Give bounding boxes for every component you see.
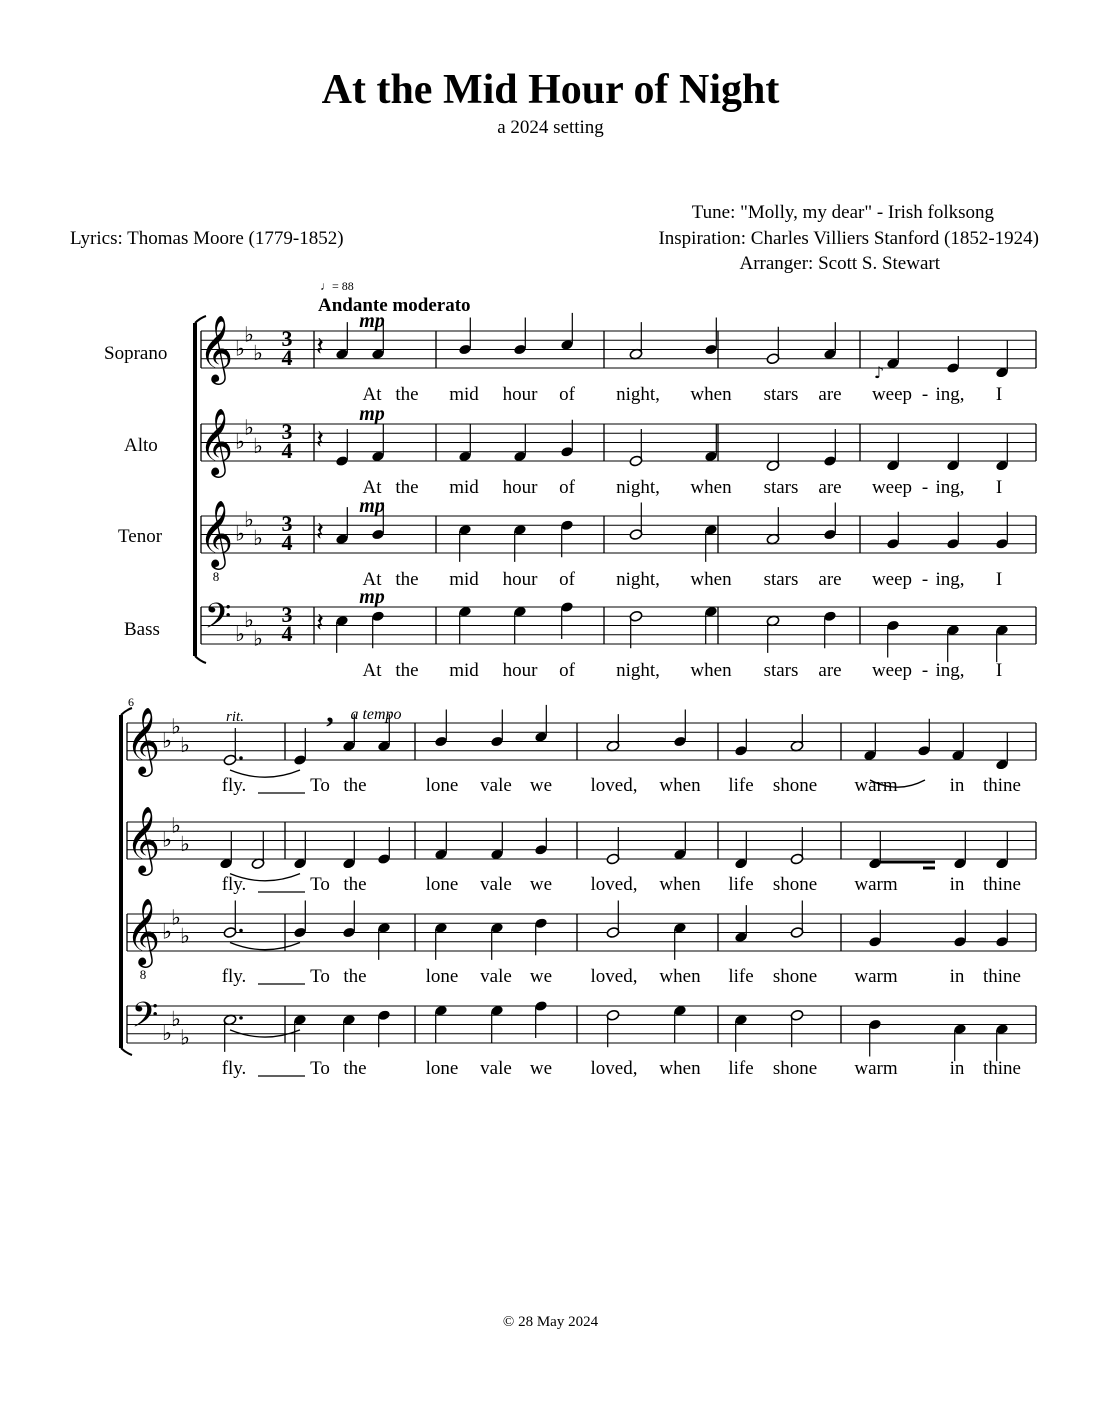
lyric-syllable: weep <box>871 384 913 405</box>
octave-mark: 8 <box>139 967 147 982</box>
flat-icon: ♭ <box>244 607 254 632</box>
lyric-syllable: weep <box>871 477 913 498</box>
note <box>995 1023 1009 1061</box>
tune-credit: Tune: "Molly, my dear" - Irish folksong <box>691 202 994 223</box>
dynamic-mp: mp <box>359 586 385 608</box>
note <box>734 905 748 943</box>
note <box>673 1005 687 1043</box>
treble-clef-icon: 𝄞 <box>125 804 161 873</box>
note <box>995 910 1009 948</box>
flat-icon: ♭ <box>253 341 263 366</box>
time-signature-bottom: 4 <box>281 438 293 464</box>
bracket-hook-bottom <box>121 1048 132 1055</box>
note <box>995 832 1009 870</box>
lyric-syllable: - <box>921 477 929 498</box>
metronome-marking: ♩= 88 <box>320 279 354 293</box>
note <box>868 832 882 870</box>
lyric-syllable: mid <box>449 569 479 590</box>
part-name-soprano: Soprano <box>104 343 168 364</box>
lyric-syllable: night, <box>616 384 660 405</box>
note <box>490 922 504 960</box>
note <box>293 832 307 870</box>
note <box>513 606 527 644</box>
note <box>434 710 448 748</box>
note <box>734 1014 748 1052</box>
lyric-syllable: I <box>995 477 1003 498</box>
time-signature-bottom: 4 <box>281 621 293 647</box>
staff <box>127 914 1036 951</box>
note <box>513 318 527 356</box>
treble-clef-icon: 𝄞 <box>125 705 161 774</box>
note <box>606 901 620 939</box>
note <box>995 341 1009 379</box>
lyric-syllable: the <box>343 874 367 895</box>
note <box>734 719 748 757</box>
note <box>629 503 643 541</box>
lyric-syllable: mid <box>449 477 479 498</box>
note <box>629 610 643 648</box>
staff <box>201 331 1036 371</box>
lyric-syllable: of <box>559 569 575 590</box>
note <box>886 512 900 550</box>
note <box>335 615 349 653</box>
note <box>766 615 780 653</box>
lyric-syllable: when <box>659 874 701 895</box>
note <box>458 606 472 644</box>
lyric-syllable: - <box>921 660 929 681</box>
lyric-syllable: when <box>659 966 701 987</box>
flat-icon: ♭ <box>244 507 254 532</box>
lyric-syllable: lone <box>425 874 459 895</box>
note <box>886 434 900 472</box>
treble-clef-icon: 𝄞 <box>198 498 234 567</box>
note <box>863 723 877 761</box>
lyric-syllable: To <box>310 874 330 895</box>
lyric-syllable: mid <box>449 384 479 405</box>
flat-icon: ♭ <box>171 1006 181 1031</box>
note <box>219 832 233 870</box>
note <box>790 714 804 752</box>
lyric-syllable: hour <box>502 477 538 498</box>
quarter-rest-icon: 𝄽 <box>316 425 324 456</box>
flat-icon: ♭ <box>171 905 181 930</box>
note <box>534 1000 548 1038</box>
lyrics-credit: Lyrics: Thomas Moore (1779-1852) <box>70 228 344 249</box>
lyric-syllable: shone <box>772 874 818 895</box>
staff <box>201 516 1036 556</box>
lyric-syllable: thine <box>983 1058 1021 1079</box>
note <box>434 822 448 860</box>
note <box>946 434 960 472</box>
staff <box>201 424 1036 464</box>
note <box>335 507 349 545</box>
lyric-syllable: fly. <box>221 874 247 895</box>
note <box>606 1009 620 1047</box>
lyric-syllable: the <box>395 569 419 590</box>
lyric-syllable: are <box>818 660 842 681</box>
lyric-syllable: are <box>818 477 842 498</box>
note <box>995 512 1009 550</box>
lyric-syllable: hour <box>502 569 538 590</box>
note <box>377 1009 391 1047</box>
lyric-syllable: life <box>728 775 754 796</box>
note <box>534 917 548 955</box>
lyric-syllable: we <box>529 874 553 895</box>
note <box>293 1014 307 1052</box>
lyric-syllable: shone <box>772 966 818 987</box>
flat-icon: ♭ <box>180 733 190 758</box>
note <box>513 424 527 462</box>
lyric-syllable: shone <box>772 775 818 796</box>
note <box>995 733 1009 771</box>
note <box>951 723 965 761</box>
lyric-syllable: fly. <box>221 775 247 796</box>
time-signature-top: 3 <box>281 601 293 627</box>
flat-icon: ♭ <box>253 434 263 459</box>
note <box>629 322 643 360</box>
flat-icon: ♭ <box>235 621 245 646</box>
note <box>790 1009 804 1047</box>
flat-icon: ♭ <box>180 924 190 949</box>
lyric-syllable: - <box>921 384 929 405</box>
bass-clef-icon: 𝄢 <box>204 595 232 645</box>
note <box>673 922 687 960</box>
note <box>335 429 349 467</box>
arranger-credit: Arranger: Scott S. Stewart <box>739 253 940 274</box>
note <box>766 507 780 545</box>
note <box>953 832 967 870</box>
lyric-syllable: we <box>529 966 553 987</box>
lyric-syllable: when <box>690 477 732 498</box>
lyric-syllable: stars <box>763 477 799 498</box>
part-name-bass: Bass <box>124 619 160 640</box>
lyric-syllable: are <box>818 569 842 590</box>
lyric-syllable: vale <box>480 1058 512 1079</box>
note <box>335 322 349 360</box>
note <box>704 424 718 462</box>
quarter-rest-icon: 𝄽 <box>316 608 324 639</box>
quarter-rest-icon: 𝄽 <box>316 332 324 363</box>
lyric-syllable: - <box>921 569 929 590</box>
lyric-syllable: mid <box>449 660 479 681</box>
lyric-syllable: I <box>995 660 1003 681</box>
lyric-syllable: we <box>529 1058 553 1079</box>
flat-icon: ♭ <box>244 415 254 440</box>
dynamic-mp: mp <box>359 403 385 425</box>
breath-mark-icon: , <box>326 696 334 729</box>
staff <box>201 607 1036 647</box>
dot <box>239 756 243 760</box>
lyric-syllable: weep <box>871 660 913 681</box>
lyric-syllable: warm <box>854 874 898 895</box>
note <box>704 606 718 644</box>
lyric-syllable: fly. <box>221 966 247 987</box>
lyric-syllable: ing, <box>935 660 965 681</box>
tie <box>230 943 300 950</box>
lyric-syllable: when <box>690 384 732 405</box>
flat-icon: ♭ <box>171 714 181 739</box>
note <box>458 318 472 356</box>
note <box>251 832 265 870</box>
flat-icon: ♭ <box>180 1025 190 1050</box>
treble-clef-icon: 𝄞 <box>198 313 234 382</box>
lyric-syllable: stars <box>763 660 799 681</box>
flat-icon: ♭ <box>253 526 263 551</box>
lyric-syllable: when <box>659 1058 701 1079</box>
measure-number: 6 <box>128 695 134 709</box>
treble-clef-icon: 𝄞 <box>125 896 161 965</box>
note <box>342 901 356 939</box>
lyric-syllable: lone <box>425 1058 459 1079</box>
note <box>886 331 900 369</box>
note <box>606 714 620 752</box>
copyright-notice: © 28 May 2024 <box>502 1314 599 1330</box>
time-signature-top: 3 <box>281 325 293 351</box>
lyric-syllable: are <box>818 384 842 405</box>
lyric-syllable: warm <box>854 1058 898 1079</box>
tempo-marking: Andante moderato <box>318 295 471 316</box>
bracket-hook-bottom <box>195 656 206 663</box>
lyric-syllable: when <box>690 660 732 681</box>
lyric-syllable: lone <box>425 966 459 987</box>
lyric-syllable: the <box>395 477 419 498</box>
part-name-alto: Alto <box>124 435 158 456</box>
lyric-syllable: of <box>559 477 575 498</box>
note <box>534 818 548 856</box>
lyric-syllable: hour <box>502 660 538 681</box>
note <box>458 424 472 462</box>
lyric-syllable: loved, <box>590 874 638 895</box>
note <box>490 822 504 860</box>
note <box>704 524 718 562</box>
note <box>995 434 1009 472</box>
lyric-syllable: the <box>343 775 367 796</box>
lyric-syllable: warm <box>854 775 898 796</box>
time-signature-bottom: 4 <box>281 345 293 371</box>
lyric-syllable: hour <box>502 384 538 405</box>
time-signature-top: 3 <box>281 510 293 536</box>
lyric-syllable: thine <box>983 874 1021 895</box>
note <box>490 1005 504 1043</box>
grace-note-icon: ♪ <box>873 363 885 382</box>
lyric-syllable: we <box>529 775 553 796</box>
lyric-syllable: stars <box>763 384 799 405</box>
note <box>868 1019 882 1057</box>
flat-icon: ♭ <box>244 322 254 347</box>
lyric-syllable: life <box>728 1058 754 1079</box>
lyric-syllable: of <box>559 660 575 681</box>
flat-icon: ♭ <box>162 728 172 753</box>
page-subtitle: a 2024 setting <box>497 117 604 138</box>
lyric-syllable: ing, <box>935 477 965 498</box>
note <box>293 901 307 939</box>
lyric-syllable: ing, <box>935 569 965 590</box>
lyric-syllable: At <box>362 660 382 681</box>
note <box>377 922 391 960</box>
lyric-syllable: vale <box>480 775 512 796</box>
dynamic-mp: mp <box>359 495 385 517</box>
lyric-syllable: night, <box>616 660 660 681</box>
note <box>995 624 1009 662</box>
lyric-syllable: loved, <box>590 966 638 987</box>
lyric-syllable: in <box>949 775 965 796</box>
lyric-syllable: the <box>395 660 419 681</box>
note <box>458 524 472 562</box>
lyric-syllable: lone <box>425 775 459 796</box>
lyric-syllable: when <box>690 569 732 590</box>
dot <box>239 1016 243 1020</box>
note <box>560 519 574 557</box>
note <box>823 429 837 467</box>
lyric-syllable: I <box>995 569 1003 590</box>
note <box>953 1023 967 1061</box>
lyric-syllable: To <box>310 966 330 987</box>
note <box>946 512 960 550</box>
note <box>293 728 307 766</box>
note <box>868 910 882 948</box>
note <box>790 827 804 865</box>
flat-icon: ♭ <box>162 919 172 944</box>
note <box>560 313 574 351</box>
dynamic-mp: mp <box>359 310 385 332</box>
note <box>629 429 643 467</box>
page-title: At the Mid Hour of Night <box>321 67 780 113</box>
note <box>917 719 931 757</box>
time-signature-top: 3 <box>281 418 293 444</box>
lyric-syllable: night, <box>616 477 660 498</box>
staff <box>127 723 1036 760</box>
note <box>560 420 574 458</box>
dot <box>239 929 243 933</box>
flat-icon: ♭ <box>162 1020 172 1045</box>
lyric-syllable: thine <box>983 966 1021 987</box>
lyric-syllable: shone <box>772 1058 818 1079</box>
part-name-tenor: Tenor <box>118 526 163 547</box>
lyric-syllable: the <box>395 384 419 405</box>
flat-icon: ♭ <box>235 521 245 546</box>
note <box>377 827 391 865</box>
note <box>790 901 804 939</box>
lyric-syllable: To <box>310 775 330 796</box>
lyric-syllable: ing, <box>935 384 965 405</box>
note <box>953 910 967 948</box>
lyric-syllable: weep <box>871 569 913 590</box>
flat-icon: ♭ <box>235 336 245 361</box>
lyric-syllable: I <box>995 384 1003 405</box>
note <box>371 424 385 462</box>
lyric-syllable: To <box>310 1058 330 1079</box>
note <box>823 503 837 541</box>
lyric-syllable: At <box>362 569 382 590</box>
note <box>673 822 687 860</box>
note <box>342 832 356 870</box>
note <box>886 620 900 658</box>
note <box>513 524 527 562</box>
lyric-syllable: loved, <box>590 1058 638 1079</box>
lyric-syllable: of <box>559 384 575 405</box>
flat-icon: ♭ <box>180 832 190 857</box>
lyric-syllable: in <box>949 966 965 987</box>
lyric-syllable: night, <box>616 569 660 590</box>
flat-icon: ♭ <box>235 429 245 454</box>
lyric-syllable: life <box>728 874 754 895</box>
lyric-syllable: thine <box>983 775 1021 796</box>
octave-mark: 8 <box>212 569 220 584</box>
note <box>946 624 960 662</box>
note <box>734 832 748 870</box>
note <box>342 1014 356 1052</box>
a-tempo-direction: a tempo <box>350 706 402 723</box>
lyric-syllable: vale <box>480 874 512 895</box>
lyric-syllable: At <box>362 477 382 498</box>
note <box>946 336 960 374</box>
lyric-syllable: in <box>949 1058 965 1079</box>
note <box>434 1005 448 1043</box>
lyric-syllable: vale <box>480 966 512 987</box>
quarter-rest-icon: 𝄽 <box>316 517 324 548</box>
bass-clef-icon: 𝄢 <box>131 994 159 1044</box>
lyric-syllable: in <box>949 874 965 895</box>
lyric-syllable: life <box>728 966 754 987</box>
lyric-syllable: the <box>343 1058 367 1079</box>
treble-clef-icon: 𝄞 <box>198 406 234 475</box>
note <box>823 610 837 648</box>
lyric-syllable: stars <box>763 569 799 590</box>
note <box>434 922 448 960</box>
note <box>704 318 718 356</box>
lyric-syllable: when <box>659 775 701 796</box>
note <box>606 827 620 865</box>
note <box>766 327 780 365</box>
lyric-syllable: warm <box>854 966 898 987</box>
lyric-syllable: loved, <box>590 775 638 796</box>
note <box>673 710 687 748</box>
flat-icon: ♭ <box>253 626 263 651</box>
note <box>766 434 780 472</box>
inspiration-credit: Inspiration: Charles Villiers Stanford (1852-1924) <box>658 228 1039 249</box>
note <box>371 610 385 648</box>
lyric-syllable: At <box>362 384 382 405</box>
rit-direction: rit. <box>226 709 244 725</box>
lyric-syllable: the <box>343 966 367 987</box>
flat-icon: ♭ <box>162 827 172 852</box>
lyric-syllable: fly. <box>221 1058 247 1079</box>
note <box>560 601 574 639</box>
note <box>534 705 548 743</box>
flat-icon: ♭ <box>171 813 181 838</box>
time-signature-bottom: 4 <box>281 530 293 556</box>
note <box>490 710 504 748</box>
note <box>823 322 837 360</box>
